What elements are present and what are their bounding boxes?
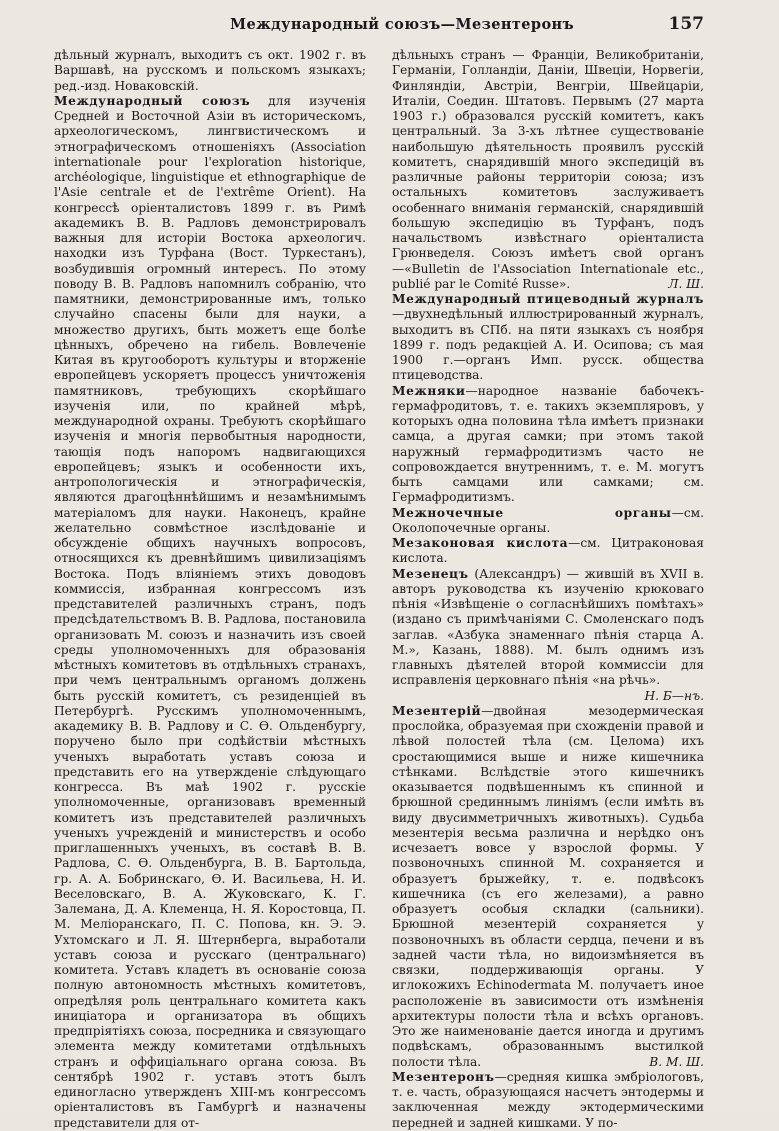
left-column	[54, 48, 366, 1131]
entry-text: (Александръ) — жившій въ XVII в. авторъ руководства къ изученію крюковаго пѣнія «Извѣщеніе о согласнѣйшихъ помѣтахъ» (издано съ примѣчаніями С. Смоленскаго подъ заглав. «Азбука знаменнаго пѣнія старца А. М.», Казань, 1888). М. былъ однимъ изъ главныхъ дѣятелей второй коммиссіи для исправленія церковнаго пѣнія «на рѣчь».	[392, 566, 704, 688]
entry-international-union	[54, 94, 366, 1131]
continued-text: дѣльный журналъ, выходитъ съ окт. 1902 г. въ Варшавѣ, на русскомъ и польскомъ языкахъ; ред.-изд. Новаковскій.	[54, 48, 366, 93]
headword: Мезенецъ	[392, 566, 469, 581]
entry-text: —см. Цитраконовая кислота.	[392, 536, 704, 566]
continued-entry	[392, 48, 704, 292]
headword: Международный союзъ	[54, 93, 251, 108]
entry-interrenal-organs	[392, 506, 704, 537]
author-signature: В. М. Ш.	[649, 1054, 704, 1069]
entry-poultry-journal	[392, 292, 704, 384]
entry-text: —народное названіе бабочекъ-гермафродитовъ, т. е. такихъ экземпляровъ, у которыхъ одна половина тѣла имѣетъ признаки самца, а другая самки; при этомъ такой наружный гермафродитизмъ часто не сопровождается внутреннимъ, т. е. М. могутъ быть самцами или самками; см. Гермафродитизмъ.	[392, 383, 704, 505]
headword: Мезаконовая кислота	[392, 536, 569, 550]
author-signature: Л. Ш.	[668, 276, 704, 291]
entry-mesenteron	[392, 1070, 704, 1131]
continued-text: дѣльныхъ странъ — Франціи, Великобританіи, Германіи, Голландіи, Даніи, Швеціи, Норвегіи, Финляндіи, Австріи, Венгріи, Швейцаріи, Италіи, Соедин. Штатовъ. Первымъ (27 марта 1903 г.) образовался русскій комитетъ, какъ центральный. За 3-хъ лѣтнее существованіе наибольшую дѣятельность проявилъ русскій комитетъ, снарядившій много экспедицій въ различные районы территоріи союза; изъ остальныхъ комитетовъ заслуживаетъ особеннаго вниманія германскій, снарядившій большую экспедицію въ Турфанъ, подъ начальствомъ извѣстнаго оріенталиста Грюнведеля. Союзъ имѣетъ свой органъ—«Bulletin de l'Association Internationale etc., publié par le Comité Russe».	[392, 48, 704, 291]
entry-mesentery	[392, 704, 704, 1070]
author-signature: Н. Б—нъ.	[644, 688, 704, 703]
entry-text: для изученія Средней и Восточной Азіи въ историческомъ, археологическомъ, лингвистическомъ и этнографическомъ отношеніяхъ (Association internationale pour l'exploration historique, archéologique, linguistique et ethnographique de l'Asie centrale et de l'extrême Orient). На конгрессѣ оріенталистовъ 1899 г. въ Римѣ академикъ В. В. Радловъ демонстрировалъ важныя для исторіи Востока археологич. находки изъ Турфана (Вост. Туркестанъ), возбудившія огромный интересъ. По этому поводу В. В. Радловъ напомнилъ собранію, что памятники, демонстрированные имъ, только случайно спасены были для науки, а множество другихъ, быть можетъ еще болѣе цѣнныхъ, обречено на гибель. Вовлеченіе Китая въ кругооборотъ культуры и вторженіе европейцевъ ускоряетъ процессъ уничтоженія памятниковъ, требующихъ скорѣйшаго изученія или, по крайней мѣрѣ, международной охраны. Требуютъ скорѣйшаго изученія и многія первобытныя народности, тающія подъ напоромъ надвигающихся европейцевъ; языкъ и особенности ихъ, антропологическія и этнографическія, являются драгоцѣннѣйшимъ и незамѣнимымъ матеріаломъ для науки. Наконецъ, крайне желательно совмѣстное изслѣдованіе и обсужденіе общихъ научныхъ вопросовъ, относящихся къ древнѣйшимъ цивилизаціямъ Востока. Подъ вліяніемъ этихъ доводовъ коммиссія, избранная конгрессомъ изъ представителей различныхъ странъ, подъ предсѣдательствомъ В. В. Радлова, постановила организовать М. союзъ и назначить изъ своей среды уполномоченныхъ для образованія мѣстныхъ комитетовъ въ отдѣльныхъ странахъ, при чемъ центральнымъ органомъ должень быть русскій комитетъ, съ резиденціей въ Петербургѣ. Русскимъ уполномоченнымъ, академику В. В. Радлову и С. Ѳ. Ольденбургу, поручено было при содѣйствіи мѣстныхъ ученыхъ выработать уставъ союза и представить его на утвержденіе слѣдующаго конгресса. Въ маѣ 1902 г. русскіе уполномоченные, организовавъ временный комитетъ изъ представителей различныхъ ученыхъ учрежденій и министерствъ и особо приглашенныхъ ученыхъ, въ составѣ В. В. Радлова, С. Ѳ. Ольденбурга, В. В. Бартольда, гр. А. А. Бобринскаго, Ѳ. И. Васильева, Н. И. Веселовскаго, В. А. Жуковскаго, К. Г. Залемана, Д. А. Клеменца, Н. Я. Коростовца, П. М. Меліоранскаго, П. С. Попова, кн. Э. Э. Ухтомскаго и Л. Я. Штернберга, выработали уставъ союза и русскаго (центральнаго) комитета. Уставъ кладетъ въ основаніе союза полную автономность мѣстныхъ комитетовъ, опредѣляя роль центральнаго комитета какъ иниціатора и организатора въ общихъ предпріятіяхъ союза, посредника и связующаго элемента между комитетами отдѣльныхъ странъ и оффиціальнаго органа союза. Въ сентябрѣ 1902 г. уставъ этотъ былъ единогласно утвержденъ XIII-мъ конгрессомъ оріенталистовъ въ Гамбургѣ и назначены представители для от-	[54, 93, 366, 1130]
entry-mezhnyaki	[392, 384, 704, 506]
entry-text: —см. Околопочечные органы.	[392, 505, 704, 535]
running-title: Международный союзъ—Мезентеронъ	[230, 16, 575, 33]
text-columns	[54, 48, 704, 1131]
page-number: 157	[668, 14, 704, 34]
entry-text: —двойная мезодермическая прослойка, образуемая при схожденіи правой и лѣвой полостей тѣла (см. Целома) ихъ сростающимися выше и ниже кишечника стѣнками. Вслѣдствіе этого кишечникъ оказывается подвѣшеннымъ къ спинной и брюшной срединнымъ линіямъ (если имѣть въ виду двусимметричныхъ животныхъ). Судьба мезентерія весьма различна и нерѣдко онъ исчезаетъ вовсе у взрослой формы. У позвоночныхъ спинной М. сохраняется и образуетъ брыжейку, т. е. подвѣсокъ кишечника (съ его железами), а равно образуетъ особыя складки (сальники). Брюшной мезентерій сохраняется у позвоночныхъ въ области сердца, печени и въ задней части тѣла, но видоизмѣняется въ связки, поддерживающія органы. У иглокожихъ Echinodermata М. получаетъ иное расположеніе въ зависимости отъ измѣненія архитектуры полости тѣла и всѣхъ органовъ. Это же наименованіе дается иногда и другимъ подвѣскамъ, образованнымъ выстилкой полости тѣла.	[392, 703, 704, 1069]
entry-text: —двухнедѣльный иллюстрированный журналъ, выходитъ въ СПб. на пяти языкахъ съ ноября 1899 г. подъ редакціей А. И. Осипова; съ мая 1900 г.—органъ Имп. русск. общества птицеводства.	[392, 307, 704, 383]
headword: Международный птицеводный журналъ	[392, 292, 704, 306]
entry-text: —средняя кишка эмбріологовъ, т. е. часть, образующаяся насчетъ энтодермы и заключенная между эктодермическими передней и задней кишками. У по-	[392, 1069, 704, 1130]
headword: Мезентерій	[392, 703, 482, 718]
headword: Межняки	[392, 383, 466, 398]
right-column	[392, 48, 704, 1131]
headword: Межночечные органы	[392, 505, 672, 520]
entry-mesaconic-acid	[392, 536, 704, 567]
headword: Мезентеронъ	[392, 1069, 495, 1084]
continued-entry	[54, 48, 366, 94]
entry-mezenets	[392, 566, 704, 703]
page-header	[54, 14, 704, 36]
